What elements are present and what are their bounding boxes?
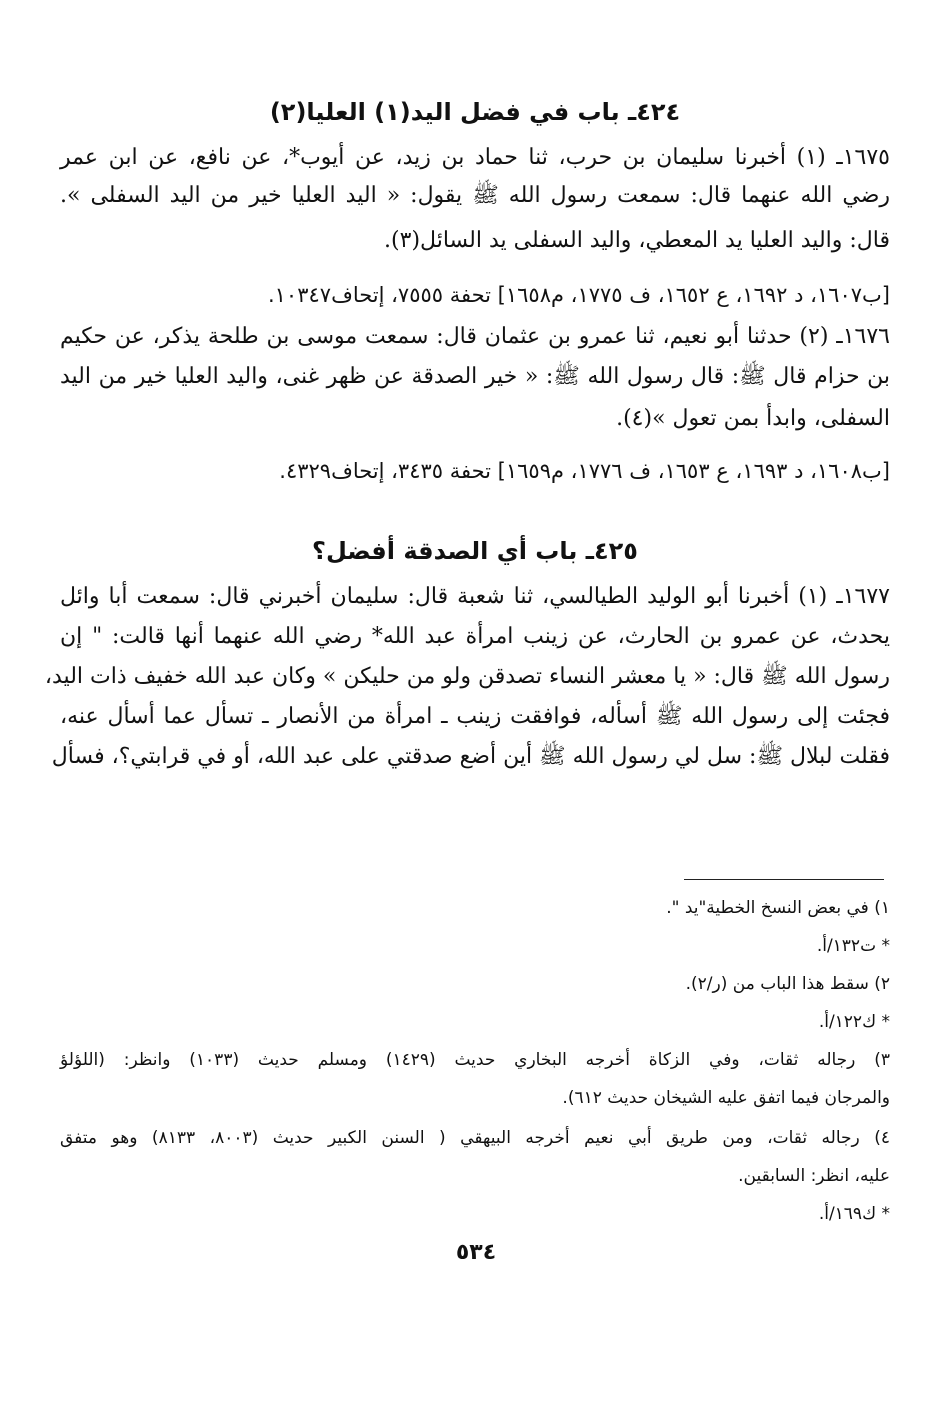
page-number: ٥٣٤: [455, 1240, 497, 1265]
footnote-1: ١) في بعض النسخ الخطية"يد ".: [666, 898, 890, 918]
footnote-3-line-2: والمرجان فيما اتفق عليه الشيخان حديث ٦١٢).: [562, 1088, 890, 1108]
chapter-425-heading: ٤٢٥ـ باب أي الصدقة أفضل؟: [312, 537, 638, 565]
footnote-4-line-1: ٤) رجاله ثقات، ومن طريق أبي نعيم أخرجه البيهقي ( السنن الكبير حديث (٨٠٠٣، ٨١٣٣) وهو متفق: [60, 1128, 890, 1148]
footnote-star-3: * ك١٦٩/أ.: [818, 1204, 890, 1224]
hadith-1676-line-1: ١٦٧٦ـ (٢) حدثنا أبو نعيم، ثنا عمرو بن عثمان قال: سمعت موسى بن طلحة يذكر، عن حكيم: [60, 324, 890, 349]
hadith-1676-line-2: بن حزام قال ﷺ: قال رسول الله ﷺ: « خير الصدقة عن ظهر غنى، واليد العليا خير من اليد: [60, 364, 891, 389]
hadith-1677-line-5: فقلت لبلال ﷺ: سل لي رسول الله ﷺ أين أضع صدقتي على عبد الله، أو في قرابتي؟، فسأل: [51, 744, 890, 769]
hadith-1675-line-1: ١٦٧٥ـ (١) أخبرنا سليمان بن حرب، ثنا حماد بن زيد، عن أيوب*، عن نافع، عن ابن عمر: [60, 145, 890, 170]
footnote-star-2: * ك١٢٢/أ.: [818, 1012, 890, 1032]
hadith-1675-line-2: رضي الله عنهما قال: سمعت رسول الله ﷺ يقول: « اليد العليا خير من اليد السفلى ».: [60, 183, 890, 208]
hadith-1675-references: [ب١٦٠٧، د ١٦٩٢، ع ١٦٥٢، ف ١٧٧٥، م١٦٥٨] تحفة ٧٥٥٥، إتحاف١٠٣٤٧.: [267, 283, 890, 307]
hadith-1677-line-3: رسول الله ﷺ قال: « يا معشر النساء تصدقن ولو من حليكن » وكان عبد الله خفيف ذات اليد،: [44, 664, 890, 689]
hadith-1677-line-4: فجئت إلى رسول الله ﷺ أسأله، فوافقت زينب ـ امرأة من الأنصار ـ تسأل عما أسأل عنه،: [60, 704, 890, 729]
hadith-1675-line-3: قال: واليد العليا يد المعطي، واليد السفلى يد السائل(٣).: [384, 228, 890, 253]
hadith-1677-line-2: يحدث، عن عمرو بن الحارث، عن زينب امرأة عبد الله* رضي الله عنهما أنها قالت: " إن: [60, 624, 890, 649]
hadith-1677-line-1: ١٦٧٧ـ (١) أخبرنا أبو الوليد الطيالسي، ثنا شعبة قال: سليمان أخبرني قال: سمعت أبا وائل: [60, 584, 890, 609]
footnote-star-1: * ت١٣٢/أ.: [816, 936, 890, 956]
footnote-4-line-2: عليه، انظر: السابقين.: [738, 1166, 890, 1186]
footnote-separator: [684, 879, 884, 880]
hadith-1676-line-3: السفلى، وابدأ بمن تعول »(٤).: [616, 406, 890, 431]
hadith-1676-references: [ب١٦٠٨، د ١٦٩٣، ع ١٦٥٣، ف ١٧٧٦، م١٦٥٩] تحفة ٣٤٣٥، إتحاف٤٣٢٩.: [279, 459, 890, 483]
chapter-424-heading: ٤٢٤ـ باب في فضل اليد(١) العليا(٢): [269, 98, 681, 126]
footnote-3-line-1: ٣) رجاله ثقات، وفي الزكاة أخرجه البخاري حديث (١٤٢٩) ومسلم حديث (١٠٣٣) وانظر: (اللؤلؤ: [60, 1050, 890, 1070]
footnote-2: ٢) سقط هذا الباب من (ر/٢).: [685, 974, 890, 994]
